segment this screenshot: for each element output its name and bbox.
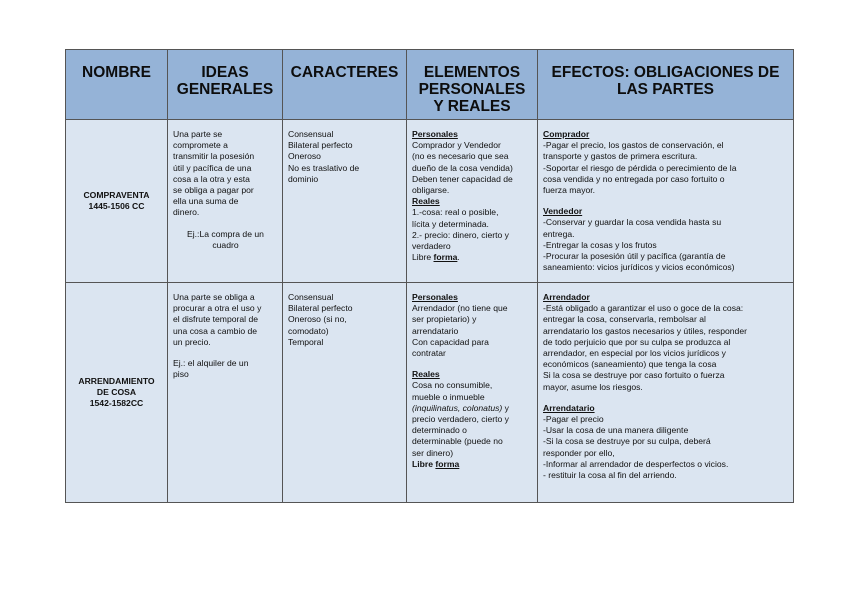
- arrendamiento-name-cell: ARRENDAMIENTO DE COSA 1542-1582CC: [66, 283, 168, 503]
- arrendamiento-elementos-cell: Personales Arrendador (no tiene que ser propietario) y arrendatario Con capacidad para contratar Reales Cosa no consumible, mueble o inmueble (inquilinatus, colonatus) y precio verdadero, cierto y determinado o determinable (puede no ser dinero) Libre forma: [407, 283, 538, 503]
- arrendador-heading: Arrendador: [543, 292, 590, 302]
- contracts-table: [65, 49, 794, 503]
- compraventa-efectos-cell: Comprador -Pagar el precio, los gastos de conservación, el transporte y gastos de primera escritura. -Soportar el riesgo de pérdida o perecimiento de la cosa vendida y no entregada por caso fortuito o fuerza mayor. Vendedor -Conservar y guardar la cosa vendida hasta su entrega. -Entregar la cosas y los frutos -Procurar la posesión útil y pacífica (garantía de saneamiento: vicios jurídicos y vicios económicos): [538, 120, 794, 283]
- header-caracteres: CARACTERES: [283, 50, 407, 120]
- reales-heading: Reales: [412, 369, 440, 380]
- compraventa-elementos-cell: Personales Comprador y Vendedor (no es necesario que sea dueño de la cosa vendida) Deben tener capacidad de obligarse. Reales 1.-cosa: real o posible, lícita y determinada. 2.- precio: dinero, cierto y verdadero Libre forma.: [407, 120, 538, 283]
- latin-terms-line: (inquilinatus, colonatus) y: [412, 402, 509, 413]
- compraventa-caracteres-cell: Consensual Bilateral perfecto Oneroso No es traslativo de dominio: [283, 120, 407, 283]
- arrendamiento-efectos-cell: Arrendador -Está obligado a garantizar el uso o goce de la cosa: entregar la cosa, conservarla, rembolsar al arrendatario los gastos necesarios y útiles, responder de todo perjuicio que por su culpa se produzca al arrendador, en especial por los vicios jurídicos y económicos (saneamiento) que tenga la cosa Si la cosa se destruye por caso fortuito o fuerza mayor, asume los riesgos. Arrendatario -Pagar el precio -Usar la cosa de una manera diligente -Si la cosa se destruye por su culpa, deberá responder por ello, -Informar al arrendador de desperfectos o vicios. - restituir la cosa al fin del arriendo.: [538, 283, 794, 503]
- header-ideas: IDEAS GENERALES: [168, 50, 283, 120]
- reales-heading: Reales: [412, 196, 440, 207]
- compraventa-ideas-cell: Una parte se compromete a transmitir la posesión útil y pacífica de una cosa a la otra y esta se obliga a pagar por ella una suma de dinero. Ej.:La compra de un cuadro: [168, 120, 283, 283]
- header-row: [66, 50, 794, 120]
- header-nombre: NOMBRE: [66, 50, 168, 120]
- personales-heading: Personales: [412, 292, 458, 302]
- header-efectos: EFECTOS: OBLIGACIONES DE LAS PARTES: [538, 50, 794, 120]
- table-row-compraventa: [66, 120, 794, 283]
- libre-forma-line: Libre forma.: [412, 252, 460, 263]
- header-elementos: ELEMENTOS PERSONALES Y REALES: [407, 50, 538, 120]
- personales-heading: Personales: [412, 129, 458, 139]
- table-row-arrendamiento: [66, 283, 794, 503]
- compraventa-name-cell: COMPRAVENTA 1445-1506 CC: [66, 120, 168, 283]
- libre-forma-line: Libre forma: [412, 458, 460, 469]
- arrendatario-heading: Arrendatario: [543, 402, 595, 413]
- arrendamiento-ideas-cell: Una parte se obliga a procurar a otra el uso y el disfrute temporal de una cosa a cambio de un precio. Ej.: el alquiler de un piso: [168, 283, 283, 503]
- vendedor-heading: Vendedor: [543, 206, 583, 217]
- comprador-heading: Comprador: [543, 129, 590, 139]
- arrendamiento-caracteres-cell: Consensual Bilateral perfecto Oneroso (si no, comodato) Temporal: [283, 283, 407, 503]
